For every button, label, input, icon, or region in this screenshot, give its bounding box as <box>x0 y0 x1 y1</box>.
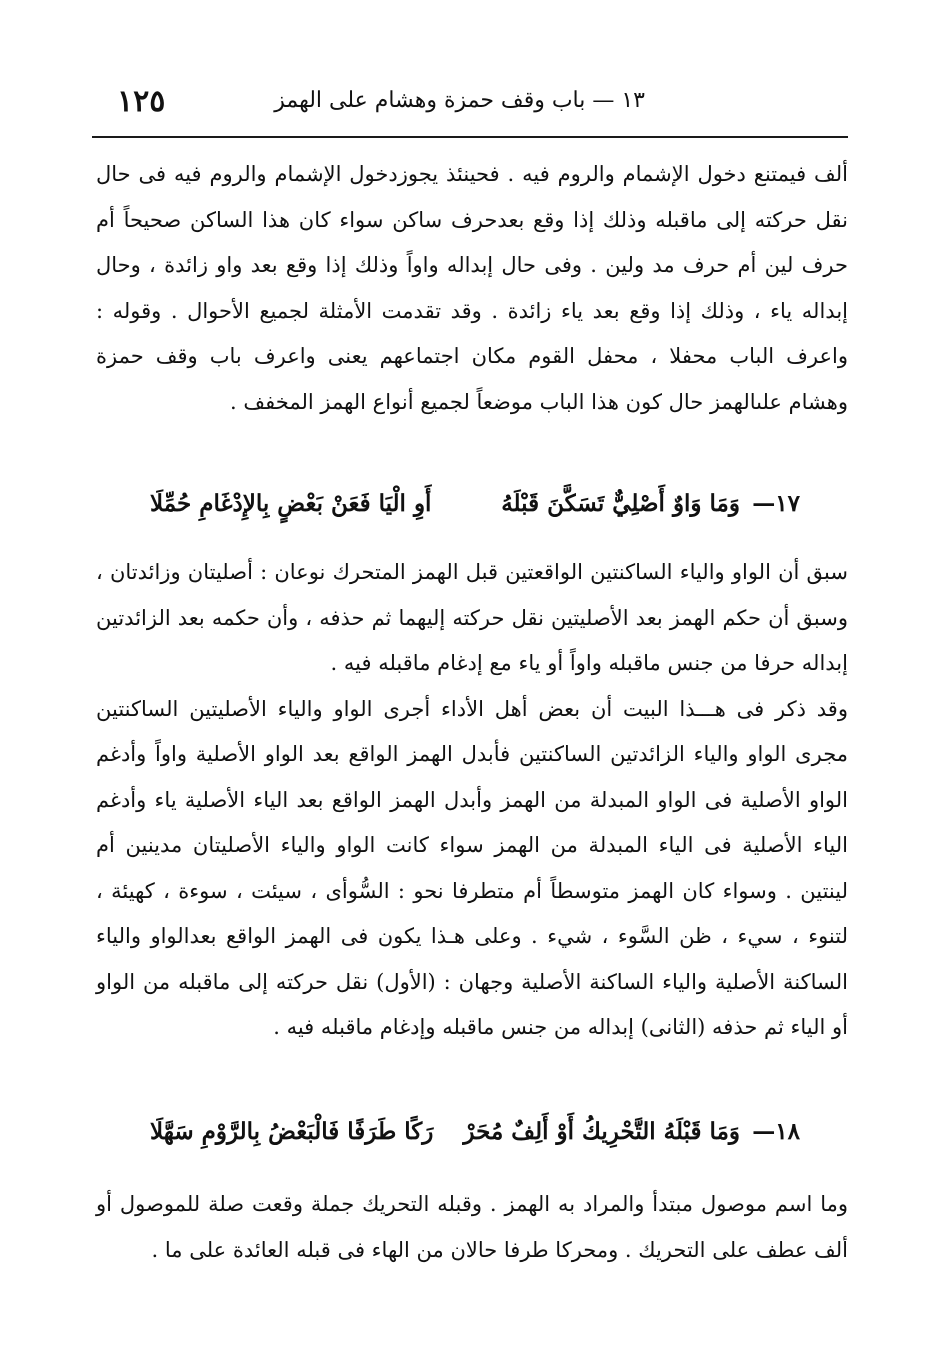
running-title: ١٣ — باب وقف حمزة وهشام على الهمز <box>274 88 645 113</box>
verse-18 <box>150 1110 800 1160</box>
verse-17 <box>150 482 800 532</box>
verse-number: ١٧— <box>752 490 800 517</box>
commentary-paragraph: سبق أن الواو والياء الساكنتين الواقعتين قبل الهمز المتحرك نوعان : أصليتان وزائدتان ، وسبق أن حكم الهمز بعد الأصليتين نقل حركته إليهما ثم حذفه ، وأن حكمه بعد الزائدتين إبداله حرفا من جنس ماقبله واواً أو ياء مع إدغام ماقبله فيه . <box>96 560 848 675</box>
commentary-paragraph: وما اسم موصول مبتدأ والمراد به الهمز . وقبله التحريك جملة وقعت صلة للموصول أو ألف عطف على التحريك . ومحركا طرفا حالان من الهاء فى قبله العائدة على ما . <box>96 1192 848 1262</box>
commentary-paragraph: وقد ذكر فى هـــذا البيت أن بعض أهل الأداء أجرى الواو والياء الأصليتين الساكنتين مجرى الواو والياء الزائدتين الساكنتين فأبدل الهمز الواقع بعد الواو الأصلية واواً وأدغم الواو الأصلية فى الواو المبدلة من الهمز وأبدل الهمز الواقع بعد الياء الأصلية ياء وأدغم الياء الأصلية فى الياء المبدلة من الهمز سواء كانت الواو والياء الأصليتان مدينين أم لينتين . وسواء كان الهمز متوسطاً أم متطرفا نحو : السُّوأى ، سيئت ، سوءة ، كهيئة ، لتنوء ، سيء ، ظن السَّوء ، شيء . وعلى هـذا يكون فى الهمز الواقع بعدالواو والياء الساكنة الأصلية والياء الساكنة الأصلية وجهان : (الأول) نقل حركته إلى ماقبله من الواو أو الياء ثم حذفه (الثانى) إبداله من جنس ماقبله وإدغام ماقبله فيه . <box>96 696 848 1039</box>
header-rule <box>92 136 848 138</box>
verse-first-hemistich: وَمَا قَبْلَهُ التَّحْرِيكُ أَوْ أَلِفٌ مُحَرْ <box>463 1118 740 1145</box>
commentary-block-1 <box>96 152 848 425</box>
verse-number: ١٨— <box>752 1118 800 1145</box>
commentary-block-3 <box>96 1182 848 1273</box>
page-header <box>95 84 840 124</box>
verse-first-hemistich: وَمَا وَاوٌ أَصْلِيٌّ تَسَكَّنَ قَبْلَهُ <box>501 490 740 517</box>
page-number: ١٢٥ <box>117 84 166 119</box>
commentary-block-2 <box>96 550 848 1051</box>
verse-second-hemistich: أَوِ الْيَا فَعَنْ بَعْضٍ بِالإِدْغَامِ حُمِّلَا <box>150 490 432 517</box>
commentary-paragraph: ألف فيمتنع دخول الإشمام والروم فيه . فحينئذ يجوزدخول الإشمام والروم فيه فى حال نقل حركته إلى ماقبله وذلك إذا وقع بعدحرف ساكن سواء كان هذا الساكن صحيحاً أم حرف لين أم حرف مد ولين . وفى حال إبداله واواً وذلك إذا وقع بعد واو زائدة ، وحال إبداله ياء ، وذلك إذا وقع بعد ياء زائدة . وقد تقدمت الأمثلة لجميع الأحوال . وقوله : واعرف الباب محفلا ، محفل القوم مكان اجتماعهم يعنى واعرف باب وقف حمزة وهشام علىالهمز حال كون هذا الباب موضعاً لجميع أنواع الهمز المخفف . <box>96 162 848 414</box>
verse-second-hemistich: رَكًا طَرَفًا فَالْبَعْضُ بِالرَّوْمِ سَهَّلَا <box>150 1118 434 1145</box>
